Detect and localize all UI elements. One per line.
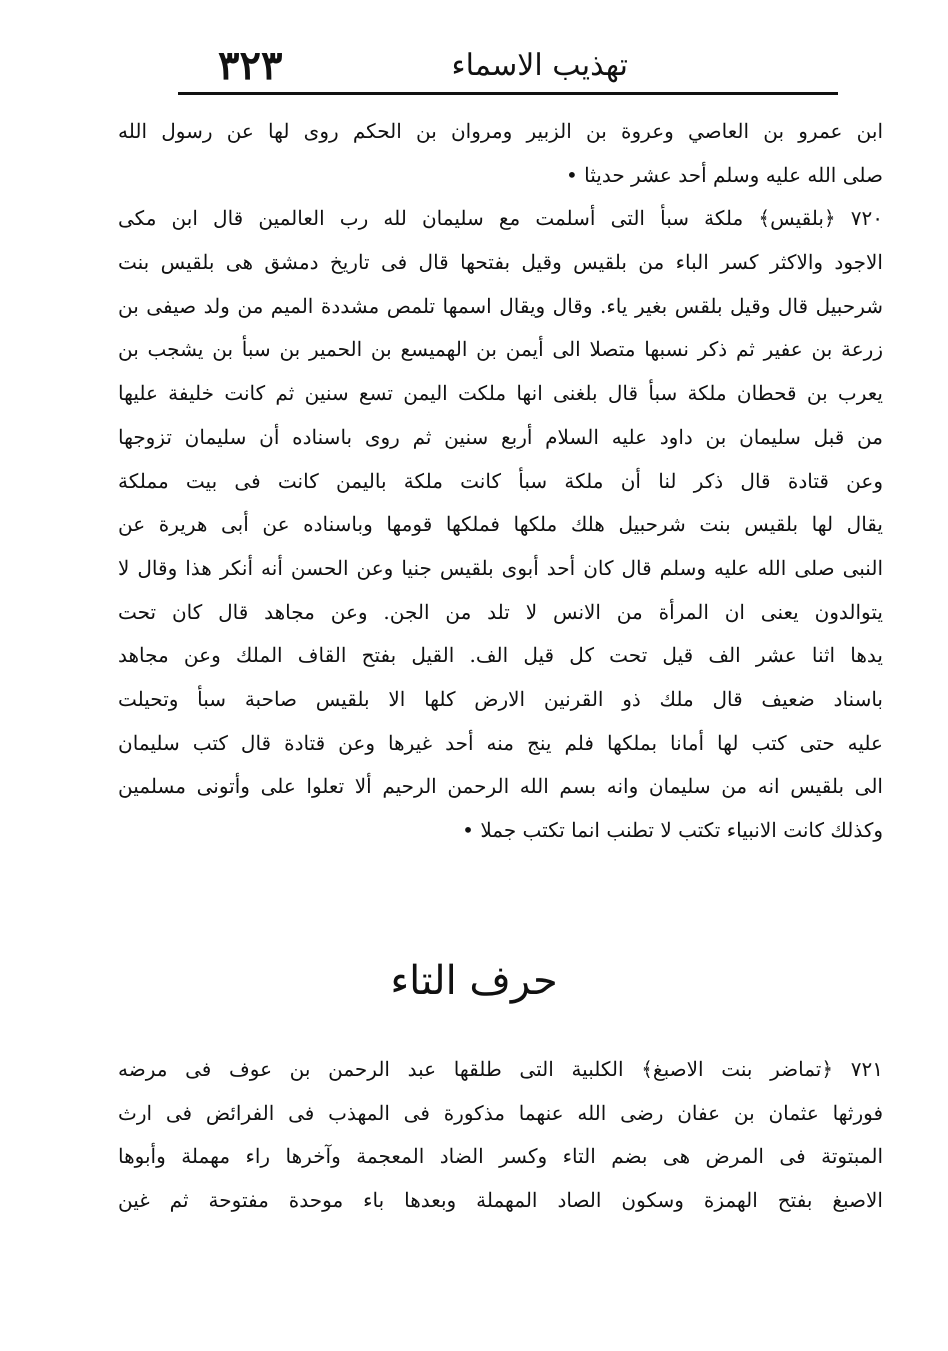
- page-number: ٣٢٣: [218, 42, 283, 89]
- entry-block-1: [118, 110, 883, 853]
- page-header: [178, 40, 838, 95]
- text-line: وعن قتادة قال ذكر لنا أن ملكة سبأ كانت ملكة باليمن كانت فى بيت مملكة: [118, 468, 883, 493]
- text-line: صلى الله عليه وسلم أحد عشر حديثا •: [565, 162, 883, 187]
- text-line: عليه حتى كتب لها أمانا بملكها فلم ينج منه أحد غيرها وعن قتادة قال كتب سليمان: [118, 730, 883, 755]
- text-line: فورثها عثمان بن عفان رضى الله عنهما مذكورة فى المهذب فى الفرائض فى ارث: [118, 1100, 883, 1125]
- text-line: وكذلك كانت الانبياء تكتب لا تطنب انما تكتب جملا •: [462, 818, 883, 842]
- text-line: ابن عمرو بن العاصي وعروة بن الزبير ومروان بن الحكم روى لها عن رسول الله: [118, 119, 883, 143]
- entry-721-heading-line: ٧٢١ ﴿تماضر بنت الاصبغ﴾ الكلبية التى طلقها عبد الرحمن بن عوف فى مرضه: [118, 1057, 883, 1081]
- text-line: يعرب بن قحطان ملكة سبأ قال بلغنى انها ملكت اليمن تسع سنين ثم كانت خليفة عليها: [118, 381, 883, 406]
- section-heading: حرف التاء: [390, 958, 558, 1004]
- text-line: المبتوتة فى المرض هى بضم التاء وكسر الضاد المعجمة وآخرها راء مهملة وأبوها: [118, 1144, 883, 1169]
- text-line: يتوالدون يعنى ان المرأة من الانس لا تلد من الجن. وعن مجاهد قال كان تحت: [118, 599, 883, 624]
- entry-720-heading-line: ٧٢٠ ﴿بلقيس﴾ ملكة سبأ التى أسلمت مع سليمان لله رب العالمين قال ابن مكى: [118, 206, 883, 231]
- running-title: تهذيب الاسماء: [451, 48, 628, 83]
- text-line: الاصبغ بفتح الهمزة وسكون الصاد المهملة وبعدها باء موحدة مفتوحة ثم غين: [118, 1188, 883, 1213]
- text-line: من قبل سليمان بن داود عليه السلام أربع سنين ثم روى باسناده أن سليمان تزوجها: [118, 424, 883, 449]
- text-line: باسناد ضعيف قال ملك ذو القرنين الارض كلها الا بلقيس صاحبة سبأ وتحيلت: [118, 686, 883, 711]
- text-line: النبى صلى الله عليه وسلم قال كان أحد أبوى بلقيس جنيا وعن الحسن أنه أنكر هذا وقال لا: [118, 555, 883, 580]
- entry-block-2: [118, 1048, 883, 1223]
- text-line: الى بلقيس انه من سليمان وانه بسم الله الرحمن الرحيم ألا تعلوا على وأتونى مسلمين: [118, 774, 883, 799]
- text-line: يدها اثنا عشر الف قيل تحت كل قيل الف. القيل بفتح القاف الملك وعن مجاهد: [118, 643, 883, 668]
- text-line: زرعة بن عفير ثم ذكر نسبها متصلا الى أيمن بن الهميسع بن الحمير بن سبأ بن يشجب بن: [118, 337, 883, 362]
- text-line: يقال لها بلقيس بنت شرحبيل هلك ملكها فملكها قومها وباسناده عن أبى هريرة عن: [118, 512, 883, 537]
- text-line: الاجود والاكثر كسر الباء من بلقيس وقيل بفتحها قال فى تاريخ دمشق هى بلقيس بنت: [118, 250, 883, 275]
- text-line: شرحبيل قال وقيل بلقس بغير ياء. وقال ويقال اسمها تلمص مشددة الميم من ولد صيفى بن: [118, 293, 883, 318]
